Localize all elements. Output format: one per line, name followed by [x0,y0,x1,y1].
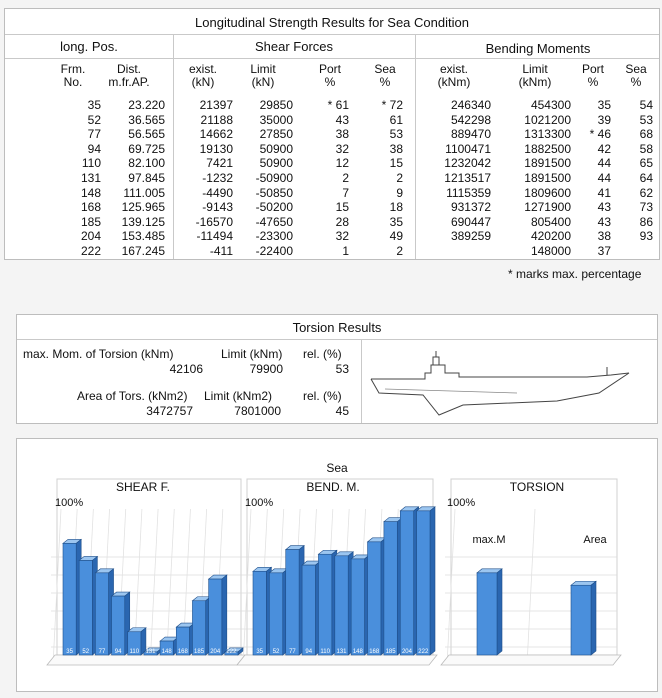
bar-category-label: 168 [177,649,188,655]
column-header-bend-port: Port [581,62,604,76]
cell-bend-exist: 931372 [450,200,491,215]
chart-title-torsion: TORSION [509,480,565,494]
group-bend: Bending Moments [485,41,591,56]
cell-bend-sea: 68 [639,127,653,142]
cell-shear-limit: -50200 [255,200,293,215]
bar-category-label: 94 [305,649,313,655]
cell-shear-limit: -47650 [255,214,293,229]
cell-shear-sea: 18 [389,200,403,215]
cell-shear-port: * 61 [327,98,349,112]
bar-category-label: 77 [98,649,106,655]
cell-shear-exist: 7421 [206,156,233,171]
cell-frame-number: 168 [80,200,101,215]
cell-distance: 82.100 [128,156,165,171]
cell-distance: 111.005 [123,185,165,200]
cell-shear-port: 38 [335,127,349,142]
cell-bend-limit: 1809600 [524,185,571,200]
bar-category-label: 185 [194,649,205,655]
bar-side [497,569,502,655]
bar-category-label: 222 [418,649,429,655]
strength-panel [4,8,660,260]
cell-shear-exist: -1232 [202,171,233,185]
column-header-bend-exist: exist. [439,62,468,76]
bar-category-label: 110 [320,649,330,655]
column-header-shear-exist: exist. [188,62,217,76]
bar-bend-168 [368,542,381,655]
cell-distance: 56.565 [128,127,165,142]
bar-charts [17,439,657,691]
divider [5,58,659,59]
chart-title: Sea [326,461,348,475]
cell-bend-exist: 690447 [450,214,491,229]
bar-side [430,507,435,655]
reference-100-label: 100% [245,497,274,509]
cell-bend-exist: 1213517 [444,171,491,185]
chart-panel [16,438,658,692]
torsion-moment-label: max. Mom. of Torsion (kNm) [23,347,174,361]
cell-bend-sea: 65 [639,156,653,171]
cell-distance: 36.565 [128,112,165,127]
cell-shear-port: 28 [335,214,349,229]
torsion-category-label: max.M [472,534,506,546]
bar-torsion-max.M [477,573,497,655]
cell-shear-exist: 21397 [199,98,233,112]
column-header-shear-limit: Limit [250,62,276,76]
cell-shear-limit: 50900 [259,156,293,171]
bar-category-label: 131 [145,649,156,655]
cell-frame-number: 94 [87,141,101,156]
column-header-shear-sea: Sea [374,62,396,76]
bar-bend-222 [417,511,430,655]
grid-line [150,509,158,665]
column-header-bend-port: % [587,75,599,89]
column-header-shear-port: % [324,75,336,89]
torsion-moment-value: 42106 [169,362,203,376]
cell-bend-sea: 53 [639,112,653,127]
chart-floor [237,655,437,665]
cell-bend-exist: 1232042 [444,156,491,171]
cell-bend-port: 37 [597,244,611,258]
bar-category-label: 204 [401,649,412,655]
bar-category-label: 110 [129,649,140,655]
bar-side [222,575,227,655]
column-header-shear-sea: % [379,75,391,89]
bar-category-label: 185 [385,649,396,655]
cell-bend-port: * 46 [589,127,611,142]
torsion-area-rel-value: 45 [335,404,349,418]
cell-shear-limit: 29850 [259,98,293,112]
torsion-rel-label: rel. (%) [303,347,342,361]
group-shear: Shear Forces [254,39,334,54]
column-header-bend-limit: (kNm) [518,75,552,89]
cell-bend-limit: 1021200 [524,112,571,127]
cell-bend-exist: 542298 [450,112,491,127]
torsion-title: Torsion Results [292,320,382,335]
cell-frame-number: 35 [87,98,101,112]
cell-bend-limit: 805400 [530,214,571,229]
cell-shear-sea: 49 [389,229,403,244]
column-header-shear-exist: (kN) [191,75,215,89]
cell-bend-port: 44 [597,156,611,171]
cell-frame-number: 110 [81,156,101,171]
cell-bend-limit: 454300 [530,98,571,112]
cell-shear-port: 12 [335,156,349,171]
cell-shear-exist: -11494 [196,229,233,244]
bar-shear-204 [209,579,222,655]
torsion-area-label: Area of Tors. (kNm2) [77,389,188,403]
reference-100-label: 100% [447,497,476,509]
bar-category-label: 148 [352,649,363,655]
cell-bend-port: 43 [597,214,611,229]
cell-bend-limit: 148000 [530,244,571,258]
cell-shear-exist: 19130 [199,141,233,156]
bar-category-label: 77 [289,649,296,655]
torsion-area-value: 3472757 [146,404,193,418]
cell-bend-port: 43 [597,200,611,215]
cell-frame-number: 185 [80,214,101,229]
cell-distance: 97.845 [128,171,165,185]
column-header-bend-exist: (kNm) [437,75,471,89]
cell-shear-limit: -50900 [255,171,293,185]
torsion-rel-value: 53 [335,362,349,376]
bar-bend-77 [286,550,299,655]
cell-bend-exist: 1115359 [446,185,491,200]
torsion-category-label: Area [583,534,607,546]
cell-bend-limit: 1891500 [524,156,571,171]
cell-shear-port: 7 [342,185,349,200]
cell-bend-sea: 62 [639,185,653,200]
cell-shear-port: 1 [342,244,349,258]
cell-bend-port: 42 [597,141,611,156]
cell-shear-limit: -23300 [255,229,293,244]
cell-shear-exist: 14662 [199,127,233,142]
cell-shear-limit: 35000 [259,112,293,127]
cell-bend-port: 39 [597,112,611,127]
chart-title-shear: SHEAR F. [115,480,171,494]
group-pos: long. Pos. [60,39,118,54]
cell-shear-limit: -22400 [255,244,293,258]
cell-shear-sea: * 72 [381,98,403,112]
column-header-bend-limit: Limit [522,62,548,76]
cell-shear-sea: 61 [389,112,403,127]
grid-line [527,509,535,665]
bar-category-label: 131 [336,649,347,655]
torsion-area-rel-label: rel. (%) [303,389,342,403]
cell-shear-sea: 38 [389,141,403,156]
cell-bend-port: 35 [597,98,611,112]
bar-bend-204 [400,511,413,655]
cell-bend-sea: 64 [639,171,653,185]
cell-bend-exist: 246340 [450,98,491,112]
bar-bend-52 [269,573,282,655]
column-header-frame-number: No. [63,75,83,89]
cell-shear-exist: -9143 [202,200,233,215]
column-header-bend-sea: % [630,75,642,89]
bar-category-label: 148 [161,649,172,655]
column-header-bend-sea: Sea [625,62,647,76]
bar-category-label: 94 [114,649,122,655]
cell-shear-limit: 50900 [259,141,293,156]
bar-bend-148 [351,559,364,655]
cell-bend-limit: 1882500 [524,141,571,156]
chart-title-bend: BEND. M. [306,480,360,494]
cell-shear-limit: 27850 [259,127,293,142]
bar-category-label: 52 [272,649,280,655]
bar-shear-35 [63,543,76,655]
cell-bend-port: 44 [597,171,611,185]
cell-bend-port: 41 [597,185,611,200]
bar-category-label: 222 [226,649,237,655]
column-header-shear-port: Port [318,62,341,76]
cell-distance: 153.485 [121,229,165,244]
bar-bend-110 [318,554,331,655]
ship-profile-icon [367,343,647,419]
bar-bend-35 [253,571,266,655]
cell-frame-number: 77 [87,127,101,142]
cell-bend-sea: 93 [639,229,653,244]
reference-100-label: 100% [55,497,84,509]
bar-bend-131 [335,556,348,655]
cell-shear-port: 2 [342,171,349,185]
divider [361,339,362,423]
cell-frame-number: 131 [80,171,101,185]
cell-shear-port: 15 [335,200,349,215]
bar-side [591,581,596,655]
cell-shear-port: 32 [335,229,349,244]
cell-distance: 139.125 [121,214,165,229]
cell-distance: 167.245 [121,244,165,258]
torsion-area-limit-value: 7801000 [234,404,281,418]
cell-shear-limit: -50850 [255,185,293,200]
cell-bend-limit: 1891500 [524,171,571,185]
cell-shear-exist: -411 [209,244,233,258]
chart-floor [441,655,621,665]
cell-frame-number: 148 [80,185,101,200]
torsion-panel [16,314,658,424]
cell-shear-port: 32 [335,141,349,156]
cell-bend-exist: 1100471 [445,141,491,156]
bar-category-label: 35 [66,649,73,655]
torsion-area-limit-label: Limit (kNm2) [204,389,272,403]
cell-frame-number: 52 [87,112,101,127]
torsion-limit-value: 79900 [249,362,283,376]
column-header-distance: Dist. [117,62,141,76]
bar-shear-94 [112,596,125,655]
torsion-limit-label: Limit (kNm) [221,347,283,361]
cell-shear-exist: -4490 [202,185,233,200]
bar-bend-94 [302,565,315,655]
cell-bend-limit: 1271900 [524,200,571,215]
cell-shear-port: 43 [335,112,349,127]
cell-frame-number: 222 [80,244,101,258]
cell-bend-limit: 1313300 [524,127,571,142]
column-header-frame-number: Frm. [60,62,86,76]
cell-bend-exist: 889470 [450,127,491,142]
cell-bend-sea: 54 [639,98,653,112]
cell-shear-exist: -16570 [195,214,233,229]
cell-shear-sea: 53 [389,127,403,142]
bar-category-label: 35 [256,649,264,655]
footnote: * marks max. percentage [508,267,642,281]
cell-bend-sea: 86 [639,214,653,229]
cell-frame-number: 204 [80,229,101,244]
bar-category-label: 204 [210,649,221,655]
column-header-shear-limit: (kN) [251,75,275,89]
cell-bend-port: 38 [597,229,611,244]
cell-shear-sea: 35 [389,214,403,229]
cell-distance: 23.220 [128,98,165,112]
bar-torsion-Area [571,585,591,655]
cell-shear-sea: 2 [396,244,403,258]
bar-category-label: 52 [82,649,90,655]
strength-title: Longitudinal Strength Results for Sea Condition [195,15,469,30]
cell-bend-exist: 389259 [450,229,491,244]
cell-bend-sea: 73 [639,200,653,215]
cell-bend-sea: 58 [639,141,653,156]
bar-shear-52 [79,560,92,655]
cell-shear-sea: 2 [396,171,403,185]
chart-floor [47,655,245,665]
bar-shear-77 [95,573,108,655]
cell-shear-sea: 15 [389,156,403,171]
cell-shear-exist: 21188 [200,112,233,127]
bar-bend-185 [384,522,397,655]
divider [5,34,659,35]
cell-distance: 125.965 [121,200,165,215]
cell-bend-limit: 420200 [530,229,571,244]
cell-distance: 69.725 [128,141,165,156]
bar-shear-185 [192,601,205,655]
divider [17,339,657,340]
column-header-distance: m.fr.AP. [108,75,150,89]
cell-shear-sea: 9 [396,185,403,200]
bar-category-label: 168 [369,649,380,655]
